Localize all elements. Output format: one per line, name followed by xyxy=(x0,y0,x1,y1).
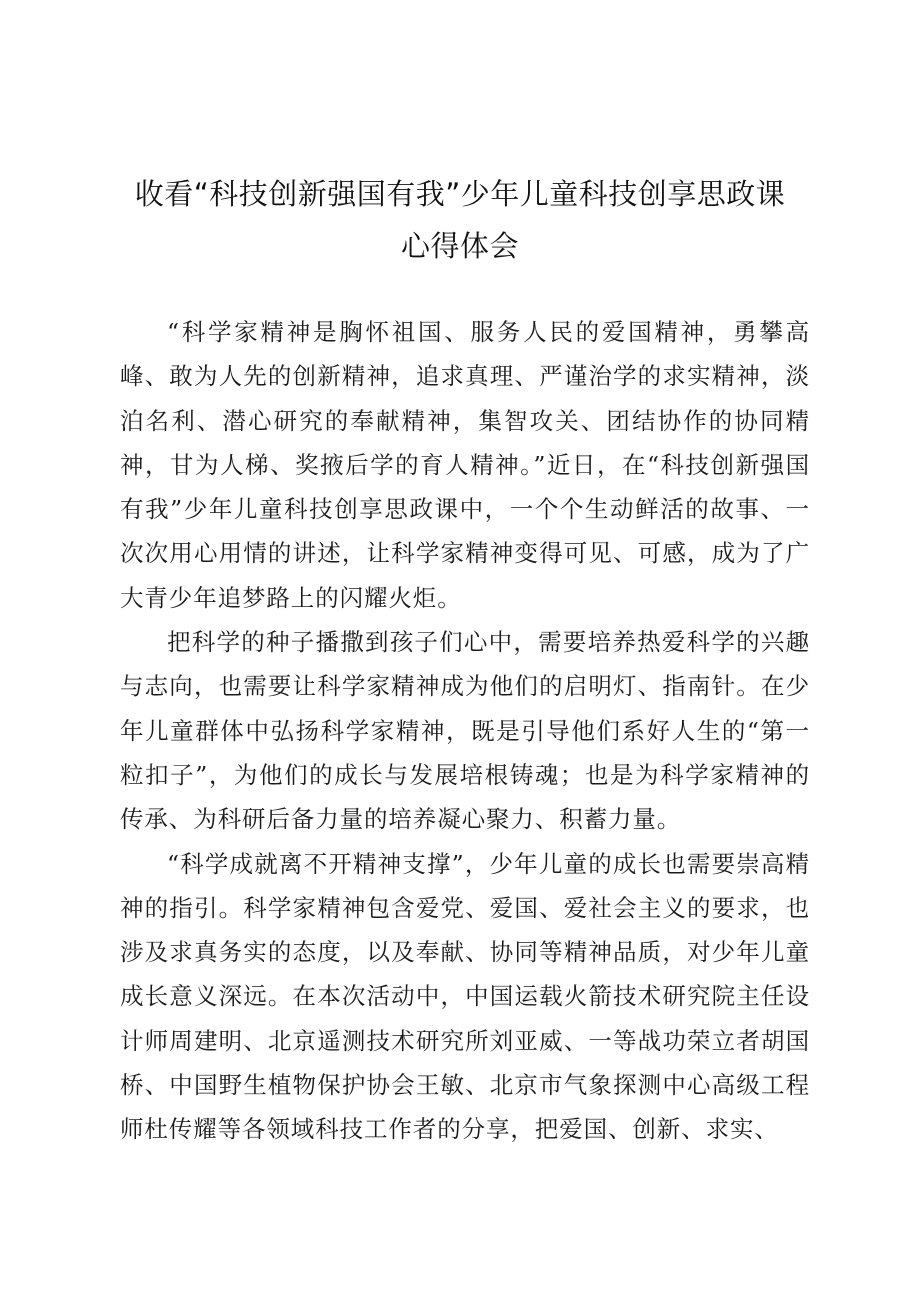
paragraph-2: 把科学的种子播撒到孩子们心中，需要培养热爱科学的兴趣与志向，也需要让科学家精神成为他们的启明灯、指南针。在少年儿童群体中弘扬科学家精神，既是引导他们系好人生的“第一粒扣子”，为他们的成长与发展培根铸魂；也是为科学家精神的传承、为科研后备力量的培养凝心聚力、积蓄力量。 xyxy=(120,628,810,834)
document-title: 收看“科技创新强国有我”少年儿童科技创享思政课心得体会 xyxy=(134,177,786,263)
paragraph-3: “科学成就离不开精神支撑”，少年儿童的成长也需要崇高精神的指引。科学家精神包含爱党、爱国、爱社会主义的要求，也涉及求真务实的态度，以及奉献、协同等精神品质，对少年儿童成长意义深远。在本次活动中，中国运载火箭技术研究院主任设计师周建明、北京遥测技术研究所刘亚威、一等战功荣立者胡国桥、中国野生植物保护协会王敏、北京市气象探测中心高级工程师杜传耀等各领域科技工作者的分享，把爱国、创新、求实、 xyxy=(120,849,810,1144)
paragraph-1: “科学家精神是胸怀祖国、服务人民的爱国精神，勇攀高峰、敢为人先的创新精神，追求真理、严谨治学的求实精神，淡泊名利、潜心研究的奉献精神，集智攻关、团结协作的协同精神，甘为人梯、奖掖后学的育人精神。”近日，在“科技创新强国有我”少年儿童科技创享思政课中，一个个生动鲜活的故事、一次次用心用情的讲述，让科学家精神变得可见、可感，成为了广大青少年追梦路上的闪耀火炬。 xyxy=(120,318,810,612)
document-body xyxy=(120,310,810,1152)
